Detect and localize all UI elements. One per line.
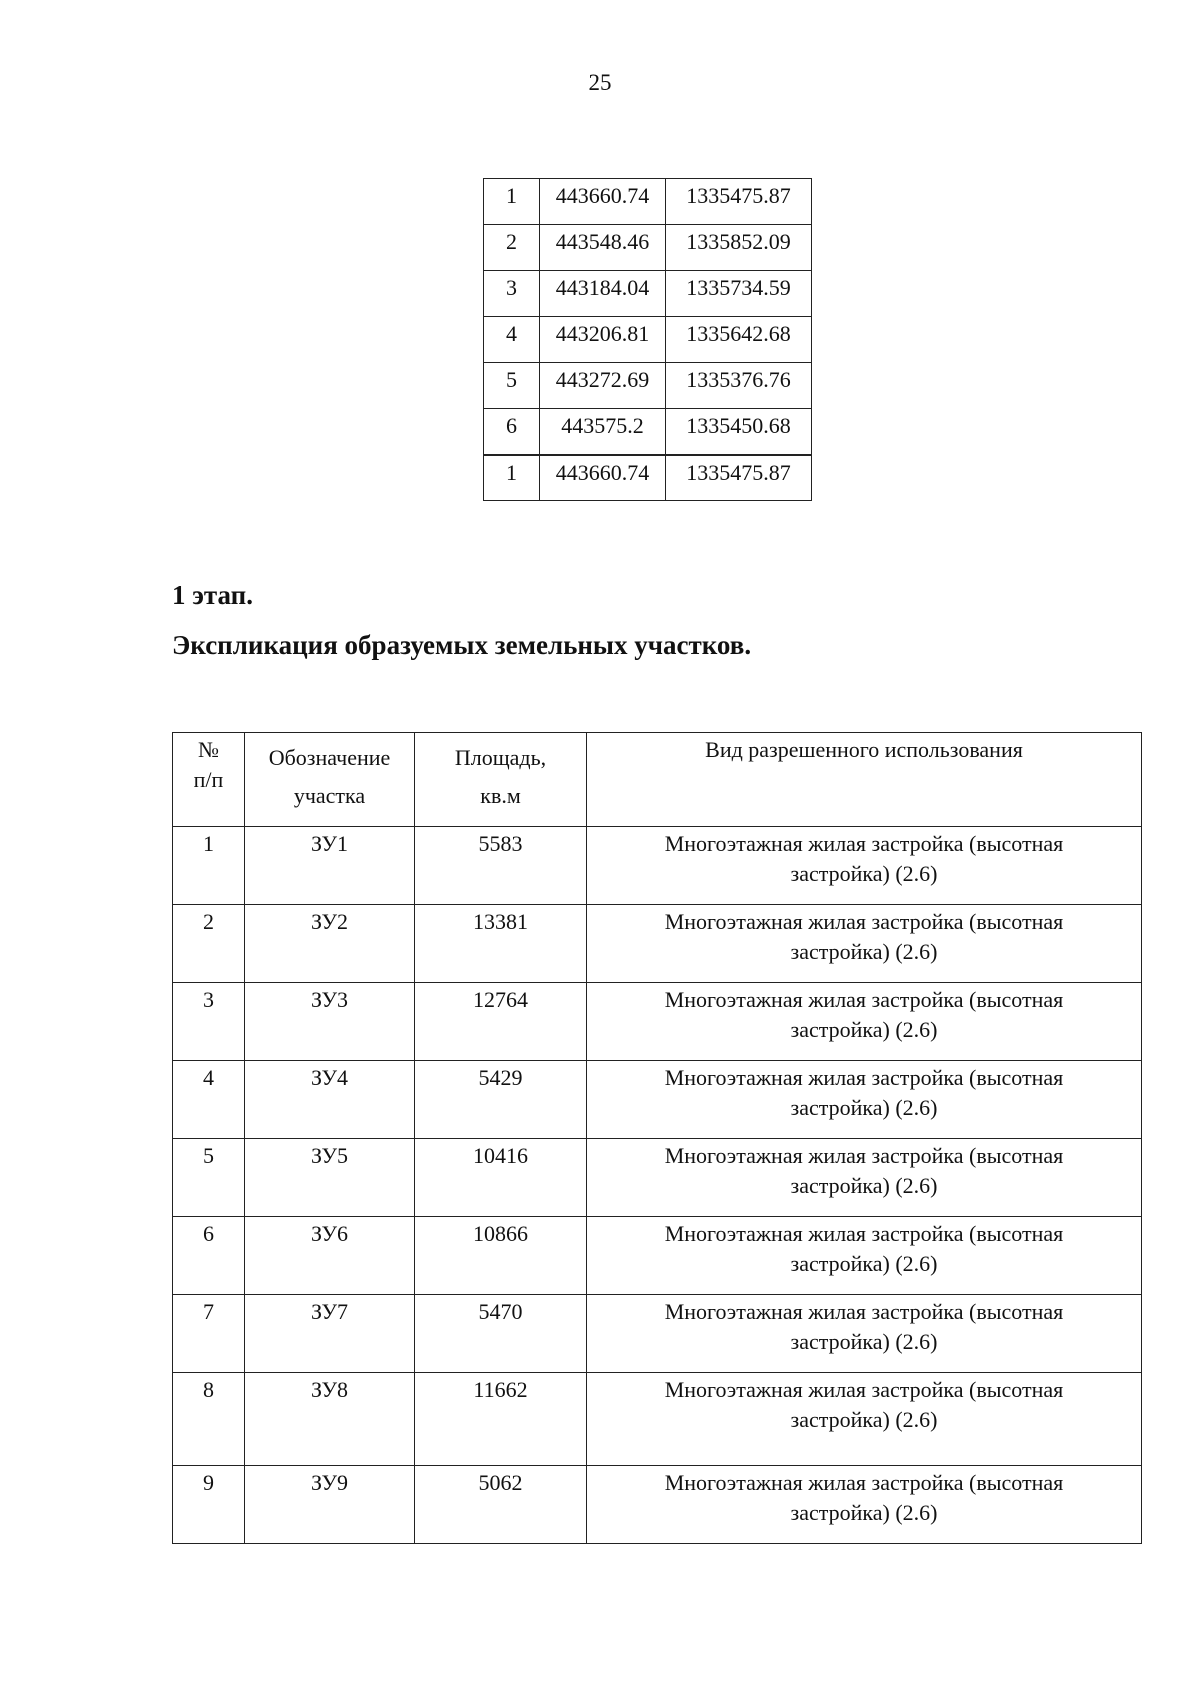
table-row (484, 363, 812, 409)
plot-code: ЗУ3 (245, 983, 415, 1061)
table-row (484, 317, 812, 363)
plot-area: 10416 (415, 1139, 587, 1217)
coordinate-y: 1335852.09 (666, 225, 812, 271)
table-row (173, 827, 1142, 905)
plot-code: ЗУ4 (245, 1061, 415, 1139)
coordinate-x: 443660.74 (540, 179, 666, 225)
point-number: 1 (484, 179, 540, 225)
coordinate-x: 443660.74 (540, 455, 666, 501)
header-number (173, 733, 245, 827)
plot-use: Многоэтажная жилая застройка (высотная застройка) (2.6) (587, 905, 1142, 983)
coordinate-y: 1335642.68 (666, 317, 812, 363)
table-row (484, 455, 812, 501)
table-row (173, 1466, 1142, 1544)
header-number-line2: п/п (193, 767, 224, 792)
plot-area: 11662 (415, 1373, 587, 1466)
plot-code: ЗУ1 (245, 827, 415, 905)
row-number: 1 (173, 827, 245, 905)
point-number: 2 (484, 225, 540, 271)
plot-area: 5470 (415, 1295, 587, 1373)
header-code-line2: участка (293, 783, 366, 808)
stage-heading: 1 этап. (172, 580, 253, 610)
coordinate-y: 1335734.59 (666, 271, 812, 317)
plot-area: 5583 (415, 827, 587, 905)
row-number: 4 (173, 1061, 245, 1139)
table-row (484, 179, 812, 225)
row-number: 6 (173, 1217, 245, 1295)
table-row (173, 1373, 1142, 1466)
table-row (173, 1217, 1142, 1295)
table-row (173, 983, 1142, 1061)
header-area-line2: кв.м (480, 783, 521, 808)
coordinate-x: 443575.2 (540, 409, 666, 455)
table-row (173, 1139, 1142, 1217)
coordinates-table (483, 178, 812, 501)
row-number: 8 (173, 1373, 245, 1466)
explication-table (172, 732, 1142, 1544)
plot-code: ЗУ2 (245, 905, 415, 983)
table-row (173, 1061, 1142, 1139)
coordinate-y: 1335376.76 (666, 363, 812, 409)
table-row (484, 271, 812, 317)
header-area-line1: Площадь, (454, 745, 547, 770)
explication-heading: Экспликация образуемых земельных участков. (172, 630, 752, 660)
plot-code: ЗУ8 (245, 1373, 415, 1466)
plot-area: 12764 (415, 983, 587, 1061)
row-number: 7 (173, 1295, 245, 1373)
header-number-line1: № (198, 737, 219, 762)
row-number: 2 (173, 905, 245, 983)
header-code (245, 733, 415, 827)
header-code-line1: Обозначение (268, 745, 391, 770)
plot-use: Многоэтажная жилая застройка (высотная застройка) (2.6) (587, 1466, 1142, 1544)
plot-use: Многоэтажная жилая застройка (высотная застройка) (2.6) (587, 1373, 1142, 1466)
table-row (173, 905, 1142, 983)
plot-use: Многоэтажная жилая застройка (высотная застройка) (2.6) (587, 1061, 1142, 1139)
plot-use: Многоэтажная жилая застройка (высотная застройка) (2.6) (587, 1139, 1142, 1217)
plot-area: 13381 (415, 905, 587, 983)
point-number: 3 (484, 271, 540, 317)
header-use: Вид разрешенного использования (587, 733, 1142, 827)
plot-code: ЗУ5 (245, 1139, 415, 1217)
row-number: 5 (173, 1139, 245, 1217)
coordinate-y: 1335475.87 (666, 179, 812, 225)
table-header-row (173, 733, 1142, 827)
coordinate-x: 443548.46 (540, 225, 666, 271)
row-number: 3 (173, 983, 245, 1061)
table-row (173, 1295, 1142, 1373)
coordinate-x: 443206.81 (540, 317, 666, 363)
page-number: 25 (588, 70, 612, 95)
plot-use: Многоэтажная жилая застройка (высотная застройка) (2.6) (587, 1295, 1142, 1373)
header-area (415, 733, 587, 827)
plot-use: Многоэтажная жилая застройка (высотная застройка) (2.6) (587, 1217, 1142, 1295)
coordinate-y: 1335450.68 (666, 409, 812, 455)
plot-area: 10866 (415, 1217, 587, 1295)
coordinate-x: 443184.04 (540, 271, 666, 317)
plot-use: Многоэтажная жилая застройка (высотная застройка) (2.6) (587, 983, 1142, 1061)
coordinate-x: 443272.69 (540, 363, 666, 409)
point-number: 5 (484, 363, 540, 409)
plot-area: 5062 (415, 1466, 587, 1544)
table-row (484, 409, 812, 455)
plot-area: 5429 (415, 1061, 587, 1139)
table-row (484, 225, 812, 271)
row-number: 9 (173, 1466, 245, 1544)
point-number: 1 (484, 455, 540, 501)
plot-code: ЗУ9 (245, 1466, 415, 1544)
plot-code: ЗУ7 (245, 1295, 415, 1373)
point-number: 4 (484, 317, 540, 363)
plot-code: ЗУ6 (245, 1217, 415, 1295)
plot-use: Многоэтажная жилая застройка (высотная застройка) (2.6) (587, 827, 1142, 905)
coordinate-y: 1335475.87 (666, 455, 812, 501)
point-number: 6 (484, 409, 540, 455)
